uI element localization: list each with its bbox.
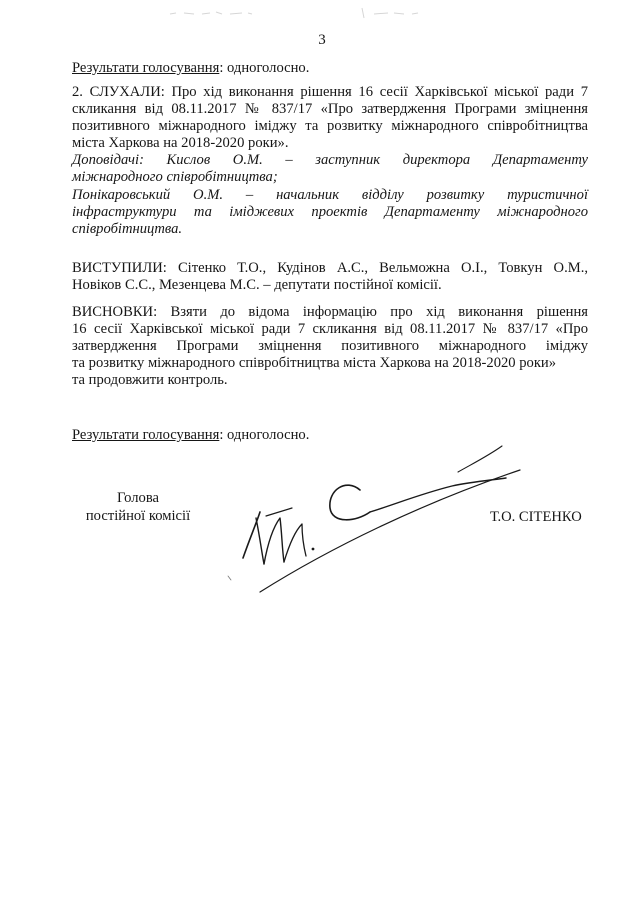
vote-result (72, 60, 588, 77)
chair-title-line1: Голова (116, 490, 159, 506)
spoke-line: Новіков С.С., Мезенцева М.С. – депутати постійної комісії. (72, 277, 442, 293)
heard-line: міста Харкова на 2018-2020 роки». (72, 135, 289, 151)
page-number: 3 (318, 32, 326, 48)
speakers-line: інфраструктури та іміджевих проектів Департаменту міжнародного (72, 204, 588, 220)
heard-line: позитивного міжнародного іміджу та розвитку міжнародного співробітництва (72, 118, 588, 134)
speakers-line: міжнародного співробітництва; (72, 169, 278, 185)
speakers-line: співробітництва. (72, 221, 183, 237)
heard-line: 2. СЛУХАЛИ: Про хід виконання рішення 16 сесії Харківської міської ради 7 (72, 84, 588, 100)
conclusions-line: та продовжити контроль. (72, 372, 228, 388)
conclusions-line: ВИСНОВКИ: Взяти до відома інформацію про хід виконання рішення (72, 304, 588, 320)
vote-result-label: Результати голосування (72, 427, 220, 443)
chair-name: Т.О. СІТЕНКО (490, 509, 582, 525)
conclusions-line: затвердження Програми зміцнення позитивного міжнародного іміджу (72, 338, 588, 354)
chair-title (68, 489, 208, 525)
vote-result-value: : одноголосно. (219, 60, 310, 76)
chair-title-line2: постійної комісії (85, 508, 191, 524)
vote-result-label: Результати голосування (72, 60, 220, 76)
vote-result-value: : одноголосно. (219, 427, 310, 443)
scan-artifact (150, 6, 450, 20)
conclusions-line: 16 сесії Харківської міської ради 7 скликання від 08.11.2017 № 837/17 «Про (72, 321, 588, 337)
handwritten-signature (220, 438, 540, 598)
speakers-line: Доповідачі: Кислов О.М. – заступник директора Департаменту (72, 152, 588, 168)
heard-line: скликання від 08.11.2017 № 837/17 «Про затвердження Програми зміцнення (72, 101, 588, 117)
conclusions-line: та розвитку міжнародного співробітництва міста Харкова на 2018-2020 роки» (72, 355, 557, 371)
spoke-line: ВИСТУПИЛИ: Сітенко Т.О., Кудінов А.С., Вельможна О.І., Товкун О.М., (72, 260, 588, 276)
speakers-line: Понікаровський О.М. – начальник відділу розвитку туристичної (72, 187, 588, 203)
